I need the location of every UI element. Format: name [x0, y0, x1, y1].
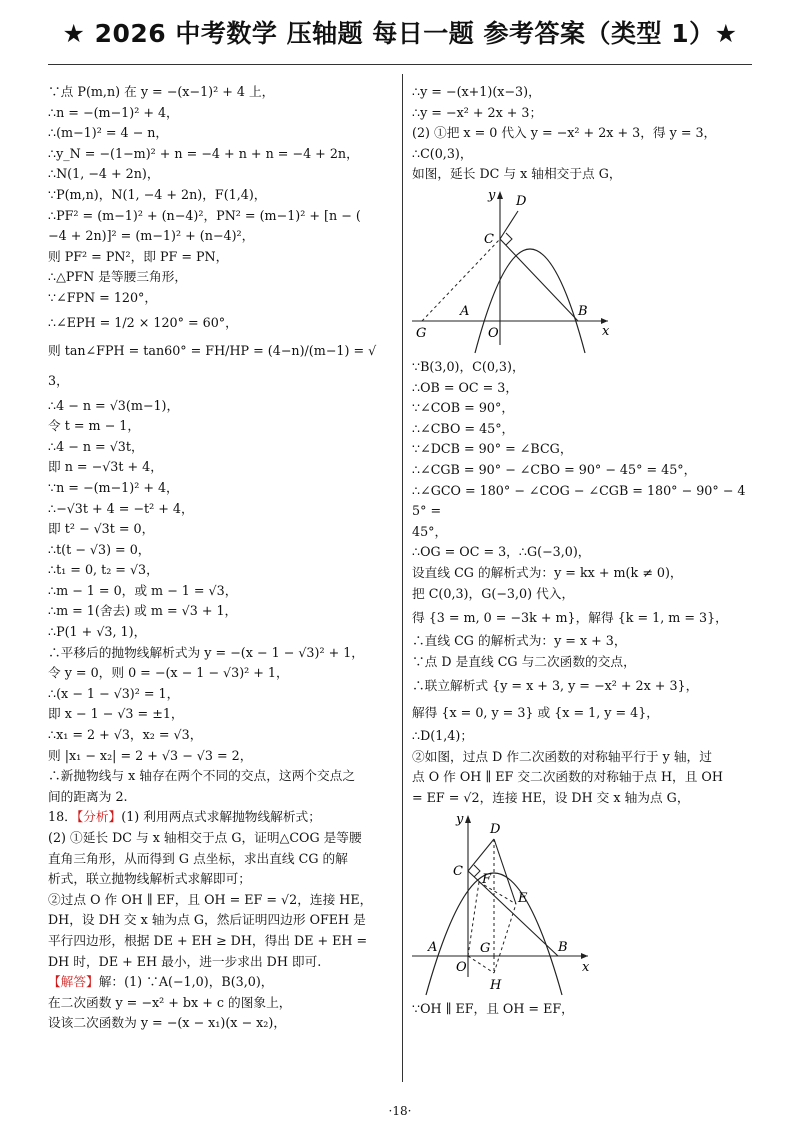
text-line: ∵∠DCB = 90° = ∠BCG， [412, 441, 573, 457]
text-line: ∴P(1 + √3, 1)， [48, 624, 147, 640]
label-a: A [428, 939, 438, 955]
text-line: ∴m = 1(舍去) 或 m = √3 + 1， [48, 603, 238, 619]
text-line: 析式，联立抛物线解析式求解即可； [48, 871, 251, 887]
text-line: ∴∠CBO = 45°， [412, 420, 515, 436]
text-line: ∵点 D 是直线 CG 与二次函数的交点， [412, 653, 636, 669]
text-line: ∴OG = OC = 3，∴G(−3,0)， [412, 544, 591, 560]
text-line: (2) ①把 x = 0 代入 y = −x² + 2x + 3，得 y = 3， [412, 125, 717, 141]
text-line: ∴m − 1 = 0，或 m − 1 = √3， [48, 582, 238, 598]
label-y: y [456, 811, 464, 827]
text-line: 把 C(0,3)，G(−3,0) 代入， [412, 585, 575, 601]
text-line: 设直线 CG 的解析式为：y = kx + m(k ≠ 0)， [412, 564, 683, 580]
text-line: ∴PF² = (m−1)² + (n−4)²，PN² = (m−1)² + [n − ( [48, 207, 361, 223]
text-line: ∴y = −x² + 2x + 3； [412, 104, 543, 120]
text-line: ∴4 − n = √3(m−1)， [48, 397, 180, 413]
text-line: ∴t(t − √3) = 0， [48, 541, 151, 557]
text-line: ∴新抛物线与 x 轴存在两个不同的交点，这两个交点之 [48, 768, 356, 784]
right-angle-mark [474, 865, 480, 877]
right-column [412, 82, 756, 1019]
text-line: (2) ①延长 DC 与 x 轴相交于点 G，证明△COG 是等腰 [48, 830, 362, 845]
text-line: 令 t = m − 1， [48, 418, 141, 434]
text-line: ∴∠GCO = 180° − ∠COG − ∠CGB = 180° − 90° − 45° = [412, 482, 746, 519]
text-line: ∵OH ∥ EF，且 OH = EF， [412, 1000, 574, 1016]
text-line: ∴N(1, −4 + 2n)， [48, 166, 160, 182]
text-line: DH 时，DE + EH 最小，进一步求出 DH 即可. [48, 953, 322, 969]
text-line: ∵∠FPN = 120°， [48, 289, 158, 305]
question-18-analysis [48, 807, 394, 972]
segment-he-dashed [494, 904, 516, 973]
text-line: ∴平移后的抛物线解析式为 y = −(x − 1 − √3)² + 1， [48, 644, 364, 660]
text-line: ∴y_N = −(1−m)² + n = −4 + n + n = −4 + 2n， [48, 145, 359, 161]
question-18-answer [48, 972, 394, 1034]
header-rule [48, 64, 752, 65]
answer-tag: 【解答】 [48, 974, 99, 990]
text-line: ∵P(m,n)，N(1, −4 + 2n)，F(1,4)， [48, 186, 267, 202]
text-line: = EF = √2，连接 HE，设 DH 交 x 轴为点 G， [412, 790, 690, 806]
segment-oh-dashed [468, 956, 494, 973]
text-line: 设该二次函数为 y = −(x − x₁)(x − x₂)， [48, 1015, 287, 1031]
y-axis-arrow [465, 815, 471, 823]
text-line: 18．【分析】(1) 利用两点式求解抛物线解析式； [48, 809, 321, 825]
text-line: ∵点 P(m,n) 在 y = −(x−1)² + 4 上， [48, 84, 275, 99]
left-column [48, 82, 394, 1034]
text-line: ②过点 O 作 OH ∥ EF，且 OH = EF = √2，连接 HE， [48, 891, 373, 907]
text-line: ∵n = −(m−1)² + 4， [48, 479, 179, 495]
text-line: 45°， [412, 523, 448, 539]
text-line: ∴−√3t + 4 = −t² + 4， [48, 500, 194, 516]
text-line: ∴x₁ = 2 + √3，x₂ = √3， [48, 727, 203, 743]
label-x: x [582, 959, 590, 975]
label-h: H [490, 977, 502, 993]
text-line: ∴△PFN 是等腰三角形， [48, 269, 188, 285]
label-y: y [488, 187, 496, 203]
figure-2-parabola [412, 811, 756, 997]
text-line: ∴OB = OC = 3， [412, 379, 519, 395]
text-line: 则 |x₁ − x₂| = 2 + √3 − √3 = 2， [48, 747, 253, 763]
text-line: ∵B(3,0)，C(0,3)， [412, 358, 525, 374]
text-line: 即 n = −√3t + 4， [48, 459, 163, 475]
label-a: A [460, 303, 470, 319]
label-g: G [480, 940, 491, 956]
text-line: ∴D(1,4)； [412, 728, 474, 744]
label-d: D [516, 193, 527, 209]
analysis-tag: 【分析】 [76, 809, 122, 825]
text-line: ∴(x − 1 − √3)² = 1， [48, 685, 180, 701]
text-line: ∴y = −(x+1)(x−3)， [412, 84, 541, 99]
segment-de [494, 839, 516, 904]
label-g: G [416, 325, 427, 341]
page-number: ·18· [388, 1104, 412, 1118]
x-axis-arrow [581, 953, 588, 959]
question-number: 18． [48, 809, 77, 825]
text-line: 解得 {x = 0, y = 3} 或 {x = 1, y = 4}， [412, 705, 659, 721]
text-line: ∴直线 CG 的解析式为：y = x + 3， [412, 633, 627, 649]
text-line: 令 y = 0，则 0 = −(x − 1 − √3)² + 1， [48, 665, 289, 681]
right-angle-mark [506, 233, 512, 245]
segment-of-dashed [468, 882, 479, 956]
text-line: ∴联立解析式 {y = x + 3, y = −x² + 2x + 3}， [412, 678, 699, 694]
text-line: ∴∠EPH = 1/2 × 120° = 60°， [48, 314, 238, 330]
label-b: B [558, 939, 568, 955]
text-line: 【解答】解：(1) ∵A(−1,0)，B(3,0)， [48, 974, 274, 990]
label-c: C [484, 231, 494, 247]
label-c: C [453, 863, 463, 879]
label-o: O [456, 959, 467, 975]
text-line: 直角三角形，从而得到 G 点坐标，求出直线 CG 的解 [48, 850, 348, 866]
figure-1-parabola [412, 187, 756, 355]
text-line: 间的距离为 2. [48, 788, 128, 804]
label-d: D [490, 821, 501, 837]
text-line: −4 + 2n)]² = (m−1)² + (n−4)²， [48, 228, 255, 244]
page-header: ★ 2026 中考数学 压轴题 每日一题 参考答案（类型 1）★ [62, 19, 738, 48]
text-line: ∴t₁ = 0, t₂ = √3， [48, 562, 159, 578]
text-line: 在二次函数 y = −x² + bx + c 的图象上， [48, 994, 292, 1010]
text-line: ∴n = −(m−1)² + 4， [48, 104, 179, 120]
text-line: 得 {3 = m, 0 = −3k + m}，解得 {k = 1, m = 3}， [412, 610, 728, 626]
column-divider [402, 74, 403, 1082]
text-line: ∴(m−1)² = 4 − n， [48, 125, 169, 141]
text-line: 点 O 作 OH ∥ EF 交二次函数的对称轴于点 H，且 OH [412, 769, 723, 785]
text-line: 则 PF² = PN²，即 PF = PN， [48, 248, 229, 264]
text-line: ∴4 − n = √3t， [48, 438, 144, 454]
text-line: ∵∠COB = 90°， [412, 400, 515, 416]
text-line: ∴C(0,3)， [412, 145, 473, 161]
y-axis-arrow [497, 191, 503, 199]
segment-cd [468, 839, 494, 871]
text-line: DH，设 DH 交 x 轴为点 G，然后证明四边形 OFEH 是 [48, 912, 366, 928]
label-o: O [488, 325, 499, 341]
label-x: x [602, 323, 610, 339]
text-line: 则 tan∠FPH = tan60° = FH/HP = (4−n)/(m−1) = √3， [48, 342, 377, 388]
left-solution-block [48, 82, 394, 807]
text-line: 如图，延长 DC 与 x 轴相交于点 G， [412, 166, 622, 182]
label-b: B [578, 303, 588, 319]
text-line: 即 x − 1 − √3 = ±1， [48, 706, 184, 722]
label-e: E [518, 890, 528, 906]
parabola-curve [426, 873, 562, 995]
text-line: ②如图，过点 D 作二次函数的对称轴平行于 y 轴，过 [412, 748, 712, 764]
text-line: ∴∠CGB = 90° − ∠CBO = 90° − 45° = 45°， [412, 461, 697, 477]
segment-cd [500, 211, 518, 239]
text-line: 即 t² − √3t = 0， [48, 521, 155, 537]
label-f: F [482, 871, 492, 887]
text-line: 平行四边形，根据 DE + EH ≥ DH，得出 DE + EH = [48, 932, 368, 948]
